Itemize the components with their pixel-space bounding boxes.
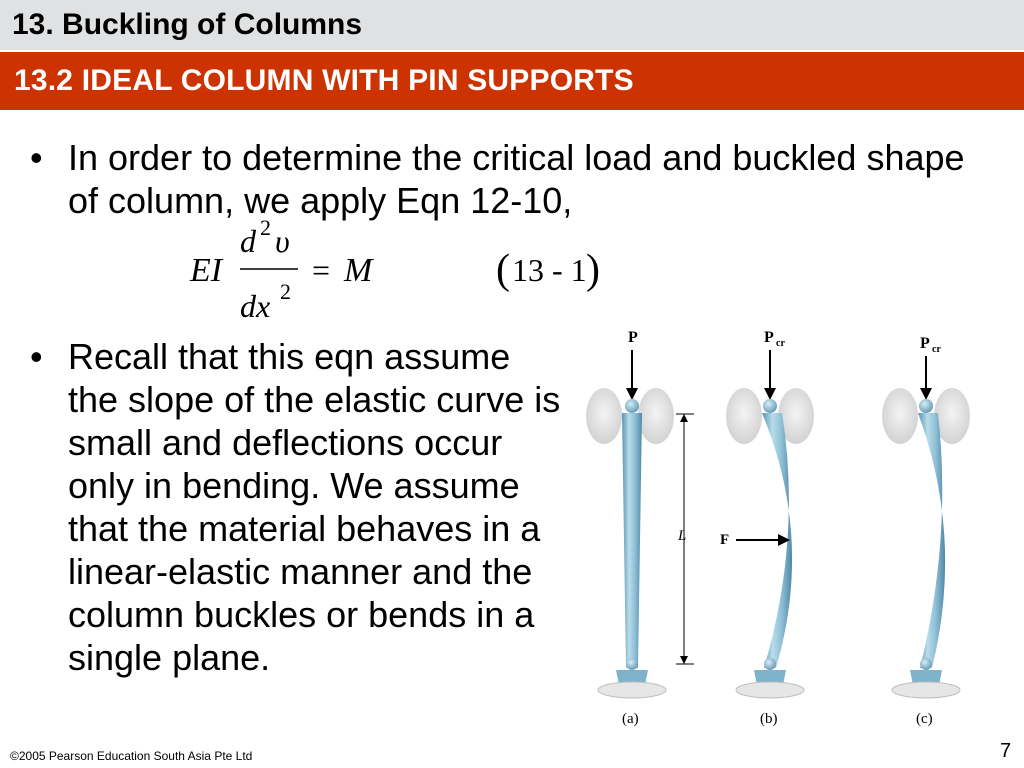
support-base-icon xyxy=(736,682,804,698)
bullet-text: In order to determine the critical load and buckled shape of column, we apply Eqn 12-10, xyxy=(68,137,965,221)
equation-ei: EI xyxy=(190,252,223,289)
column-buckling-figure xyxy=(582,318,1002,748)
equation-denominator-exponent: 2 xyxy=(280,279,291,304)
support-base-icon xyxy=(892,682,960,698)
equation-numerator-upsilon: υ xyxy=(275,223,290,259)
column-c xyxy=(882,335,970,727)
equation-equals: = xyxy=(312,252,331,288)
page-number: 7 xyxy=(1000,740,1012,762)
equation-left-paren: ( xyxy=(496,247,510,293)
arrowhead-icon xyxy=(920,388,932,400)
copyright-notice: ©2005 Pearson Education South Asia Pte Ltd xyxy=(10,749,253,763)
pin-icon xyxy=(625,399,639,413)
length-label: L xyxy=(678,528,687,544)
caption-a: (a) xyxy=(622,711,639,727)
section-title: 13.2 IDEAL COLUMN WITH PIN SUPPORTS xyxy=(14,64,634,97)
load-label-c: P xyxy=(920,335,930,352)
support-block-icon xyxy=(638,388,674,444)
column-b xyxy=(720,329,814,727)
support-block-icon xyxy=(882,388,918,444)
pin-icon xyxy=(626,658,638,670)
support-base-icon xyxy=(598,682,666,698)
arrowhead-icon xyxy=(764,388,776,400)
caption-c: (c) xyxy=(916,711,933,727)
load-label-c-subscript: cr xyxy=(932,344,941,355)
column-body xyxy=(918,413,945,668)
chapter-title: 13. Buckling of Columns xyxy=(12,8,363,41)
header-bar xyxy=(0,0,1024,50)
pin-icon xyxy=(920,658,932,670)
pin-icon xyxy=(763,399,777,413)
bullet-marker: • xyxy=(30,137,43,178)
bullet-item-1 xyxy=(30,136,990,226)
equation-right-paren: ) xyxy=(586,247,600,293)
bullet-item-2 xyxy=(30,335,570,725)
load-label-b-subscript: cr xyxy=(776,338,785,349)
equation-numerator-d: d xyxy=(240,223,256,259)
load-label-b: P xyxy=(764,329,774,346)
equation-number: 13 - 1 xyxy=(512,252,587,288)
support-block-icon xyxy=(726,388,762,444)
equation-numerator-exponent: 2 xyxy=(260,215,271,240)
force-label: F xyxy=(720,532,730,548)
equation-m: M xyxy=(344,252,373,289)
arrowhead-icon xyxy=(626,388,638,400)
equation-denominator-dx: dx xyxy=(240,288,271,324)
bullet-text: Recall that this eqn assume the slope of the elastic curve is small and deflections occur only in bending. We assume that the material behaves in a linear-elastic manner and the column buckles or bends in a single plane. xyxy=(68,336,561,678)
arrowhead-icon xyxy=(680,656,688,664)
support-block-icon xyxy=(586,388,622,444)
equation-13-1 xyxy=(180,215,620,330)
column-a xyxy=(586,329,694,727)
section-bar xyxy=(0,52,1024,110)
pin-icon xyxy=(764,658,776,670)
bullet-marker: • xyxy=(30,336,43,377)
caption-b: (b) xyxy=(760,711,778,727)
load-label-a: P xyxy=(628,329,638,346)
pin-icon xyxy=(919,399,933,413)
column-body xyxy=(622,413,642,668)
arrowhead-icon xyxy=(680,414,688,422)
